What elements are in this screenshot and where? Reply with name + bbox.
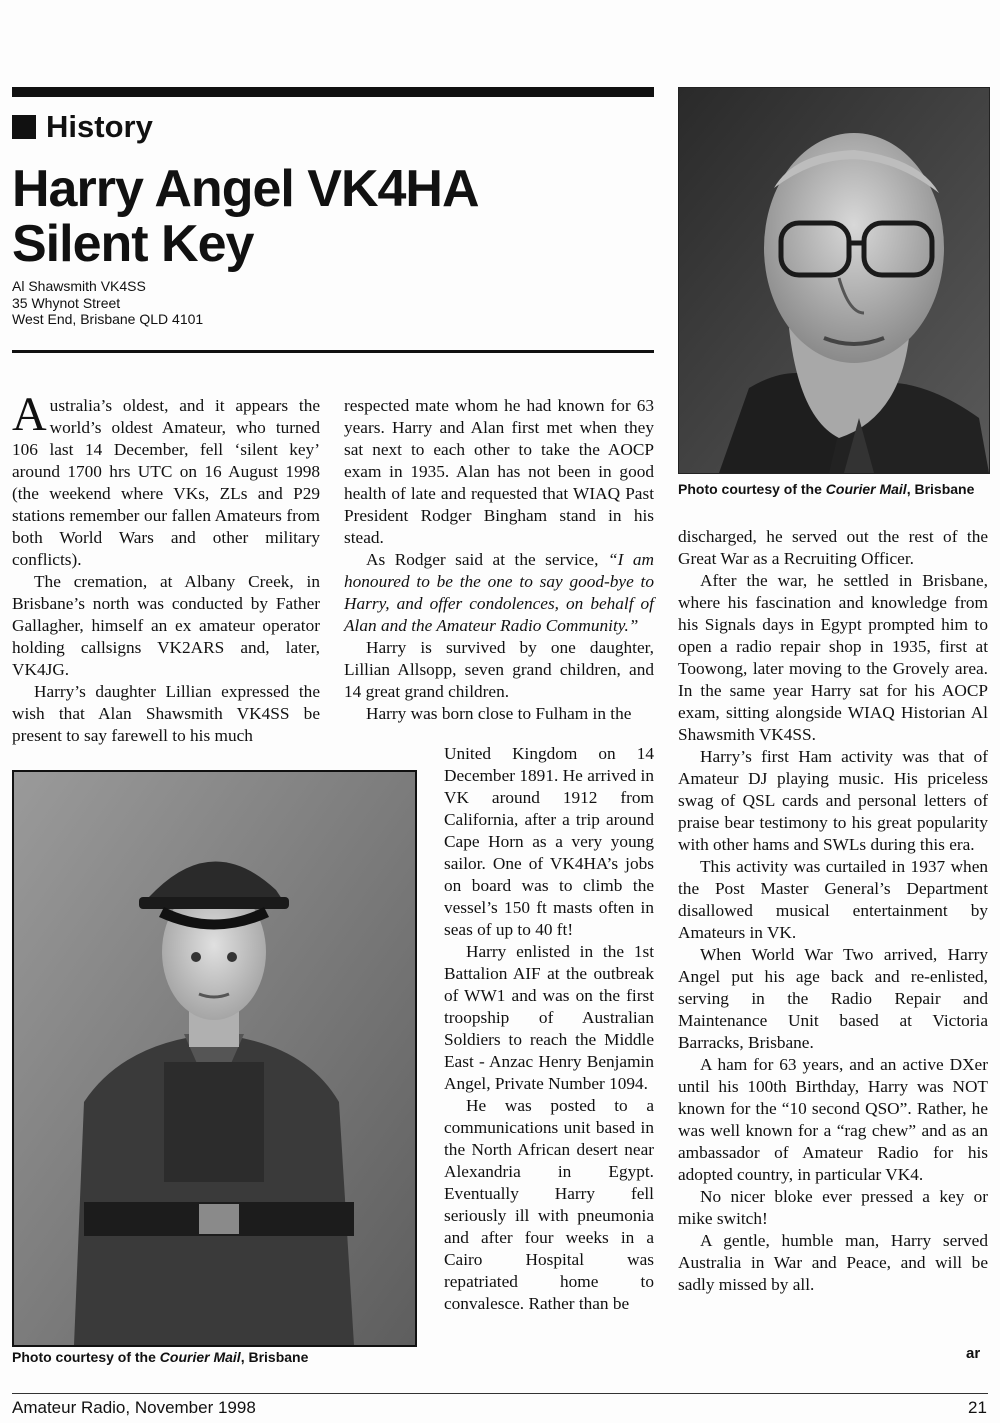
paragraph: He was posted to a communications unit based in the North African desert near Alexandria in Egypt. Eventually Harry fell seriously ill with pneumonia and after four weeks in a Cairo Hospital was repatriated home to convalesce. Rather than be [444, 1096, 654, 1313]
paragraph-text: As Rodger said at the service, [366, 550, 608, 569]
section-square-icon [12, 115, 36, 139]
paragraph: No nicer bloke ever pressed a key or mike switch! [678, 1187, 988, 1228]
portrait-photo-soldier [12, 770, 417, 1347]
paragraph: A gentle, humble man, Harry served Australia in War and Peace, and will be sadly missed by all. [678, 1231, 988, 1294]
paragraph: Harry enlisted in the 1st Battalion AIF at the outbreak of WW1 and was on the first troopship of Australian Soldiers to reach the Middle East - Anzac Henry Benjamin Angel, Private Number 1094. [444, 942, 654, 1093]
caption2-prefix: Photo courtesy of the [12, 1349, 160, 1365]
page-number: 21 [968, 1398, 987, 1417]
author-street: 35 Whynot Street [12, 294, 121, 311]
paragraph: This activity was curtailed in 1937 when the Post Master General’s Department disallowed musical entertainment by Amateurs in VK. [678, 857, 988, 942]
caption1-suffix: , Brisbane [906, 481, 975, 497]
paragraph-text: ustralia’s oldest, and it appears the world’s oldest Amateur, who turned 106 last 14 December, fell ‘silent key’ around 1700 hrs UTC on 16 August 1998 (the weekend where VKs, ZLs and P29 stations remember our fallen Amateurs from both World Wars and other military conflicts). [12, 396, 320, 569]
paragraph: A ham for 63 years, and an active DXer until his 100th Birthday, Harry was NOT known for the “10 second QSO”. Rather, he was well known for a “rag chew” and as an ambassador of Amateur Radio for his adopted country, in particular VK4. [678, 1055, 988, 1184]
title-line-1: Harry Angel VK4HA [12, 160, 479, 218]
paragraph [12, 388, 320, 571]
footer-publication: Amateur Radio, November 1998 [12, 1398, 256, 1417]
drop-cap: A [12, 388, 47, 441]
photo-caption-old [678, 481, 978, 498]
quote-text: “I am honoured to be the one to say good-bye to Harry, and offer condolences, on behalf of Alan and the Amateur Radio Community.” [344, 550, 654, 635]
paragraph: The cremation, at Albany Creek, in Brisbane’s north was conducted by Father Gallagher, himself an ex amateur operator holding callsigns VK2ARS and, later, VK4JG. [12, 572, 320, 679]
end-mark: ar [966, 1345, 981, 1362]
author-name: Al Shawsmith VK4SS [12, 278, 146, 294]
portrait-old-image [679, 88, 989, 473]
paragraph: After the war, he settled in Brisbane, where his fascination and knowledge from his Signals days in Egypt prompted him to open a radio repair shop in 1935, first at Toowong, later moving to the Grovely area. In the same year Harry sat for his AOCP exam, sitting alongside WIAQ Historian Al Shawsmith VK4SS. [678, 571, 988, 744]
paragraph: Harry was born close to Fulham in the [366, 704, 632, 723]
caption2-suffix: , Brisbane [240, 1349, 309, 1365]
header-rule [12, 350, 654, 353]
column-1 [12, 388, 320, 747]
paragraph: Harry’s first Ham activity was that of Amateur DJ playing music. His priceless swag of QSL cards and personal letters of praise bear testimony to his great popularity with other hams and SWLs during this era. [678, 747, 988, 854]
author-city: West End, Brisbane QLD 4101 [12, 311, 204, 327]
paragraph: Harry is survived by one daughter, Lillian Allsopp, seven grand children, and 14 great grand children. [344, 638, 654, 701]
column-2 [344, 395, 654, 725]
title-line-2: Silent Key [12, 215, 254, 273]
section-heading [12, 108, 153, 146]
paragraph: respected mate whom he had known for 63 years. Harry and Alan first met when they sat next to each other to take the AOCP exam in 1935. Alan has not been in good health of late and requested that WIAQ Past President Rodger Bingham stand in his stead. [344, 396, 654, 547]
article-title [12, 162, 479, 272]
paragraph [344, 549, 654, 637]
paragraph: discharged, he served out the rest of the Great War as a Recruiting Officer. [678, 527, 988, 568]
caption1-source: Courier Mail [825, 481, 907, 497]
portrait-soldier-image [14, 772, 415, 1345]
paragraph: United Kingdom on 14 December 1891. He arrived in VK around 1912 from California, after a trip around Cape Horn as a very young sailor. One of VK4HA’s jobs on board was to climb the vessel’s 150 ft masts often in seas of up to 40 ft! [444, 744, 654, 939]
portrait-photo-old [678, 87, 990, 474]
paragraph: When World War Two arrived, Harry Angel put his age back and re-enlisted, serving in the Radio Repair and Maintenance Unit based at Victoria Barracks, Brisbane. [678, 945, 988, 1052]
caption1-prefix: Photo courtesy of the [678, 481, 826, 497]
column-3 [678, 526, 988, 1296]
column-2-lower [444, 743, 654, 1315]
author-block [12, 278, 203, 328]
photo-caption-soldier [12, 1349, 432, 1366]
caption2-source: Courier Mail [159, 1349, 241, 1365]
paragraph: Harry’s daughter Lillian expressed the wish that Alan Shawsmith VK4SS be present to say farewell to his much [12, 682, 320, 745]
top-rule [12, 87, 654, 97]
footer-rule [12, 1393, 988, 1394]
section-label: History [46, 109, 153, 144]
